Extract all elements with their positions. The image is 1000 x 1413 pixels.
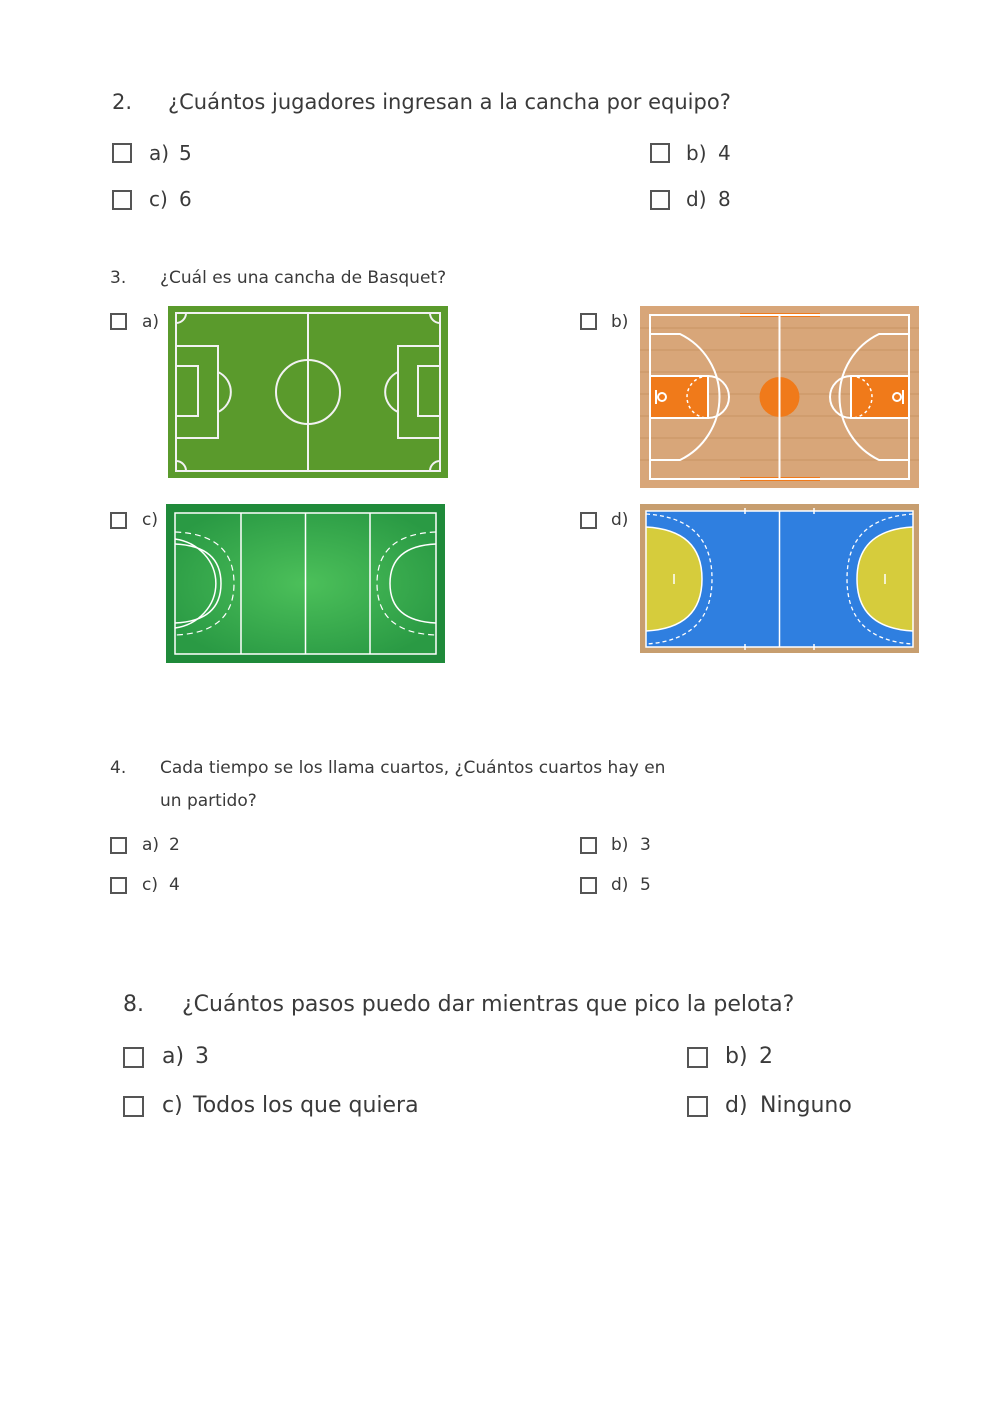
option-value: 3 [195, 1044, 209, 1069]
option-letter: a) [149, 141, 170, 165]
option-letter: b) [611, 835, 629, 855]
option-value: 6 [179, 187, 192, 211]
question-number: 8. [123, 992, 144, 1017]
checkbox[interactable] [580, 837, 597, 854]
checkbox[interactable] [110, 313, 127, 330]
handball-court-image[interactable] [640, 504, 919, 653]
option-value: 5 [179, 141, 192, 165]
option-letter: d) [686, 187, 707, 211]
checkbox[interactable] [687, 1047, 708, 1068]
option-value: 2 [169, 835, 180, 855]
option-letter: a) [162, 1044, 185, 1069]
option-value: Todos los que quiera [193, 1093, 419, 1118]
checkbox[interactable] [110, 512, 127, 529]
checkbox[interactable] [687, 1096, 708, 1117]
question-text: ¿Cuántos pasos puedo dar mientras que pico la pelota? [182, 992, 795, 1017]
option-value: 3 [640, 835, 651, 855]
option-letter: c) [162, 1093, 183, 1118]
option-letter: a) [142, 312, 160, 332]
option-letter: d) [611, 875, 629, 895]
option-letter: d) [725, 1093, 748, 1118]
question-text-line1: Cada tiempo se los llama cuartos, ¿Cuántos cuartos hay en [160, 758, 666, 778]
checkbox[interactable] [123, 1096, 144, 1117]
option-letter: a) [142, 835, 160, 855]
question-text: ¿Cuál es una cancha de Basquet? [160, 268, 447, 288]
option-value: Ninguno [760, 1093, 852, 1118]
question-number: 3. [110, 268, 127, 288]
soccer-field-image[interactable] [168, 306, 448, 478]
checkbox[interactable] [112, 143, 132, 163]
checkbox[interactable] [650, 190, 670, 210]
question-text: ¿Cuántos jugadores ingresan a la cancha por equipo? [168, 90, 731, 114]
option-letter: b) [611, 312, 629, 332]
option-value: 8 [718, 187, 731, 211]
checkbox[interactable] [580, 313, 597, 330]
option-letter: c) [142, 875, 158, 895]
option-letter: c) [149, 187, 168, 211]
question-number: 2. [112, 90, 133, 114]
option-value: 5 [640, 875, 651, 895]
question-number: 4. [110, 758, 127, 778]
basketball-court-image[interactable] [640, 306, 919, 488]
option-letter: b) [686, 141, 707, 165]
checkbox[interactable] [112, 190, 132, 210]
option-letter: c) [142, 510, 158, 530]
option-letter: b) [725, 1044, 748, 1069]
checkbox[interactable] [650, 143, 670, 163]
hockey-field-image[interactable] [166, 504, 445, 663]
checkbox[interactable] [110, 877, 127, 894]
checkbox[interactable] [580, 877, 597, 894]
checkbox[interactable] [110, 837, 127, 854]
question-text-line2: un partido? [160, 791, 257, 811]
option-value: 2 [759, 1044, 773, 1069]
checkbox[interactable] [123, 1047, 144, 1068]
option-value: 4 [169, 875, 180, 895]
checkbox[interactable] [580, 512, 597, 529]
option-value: 4 [718, 141, 731, 165]
option-letter: d) [611, 510, 629, 530]
